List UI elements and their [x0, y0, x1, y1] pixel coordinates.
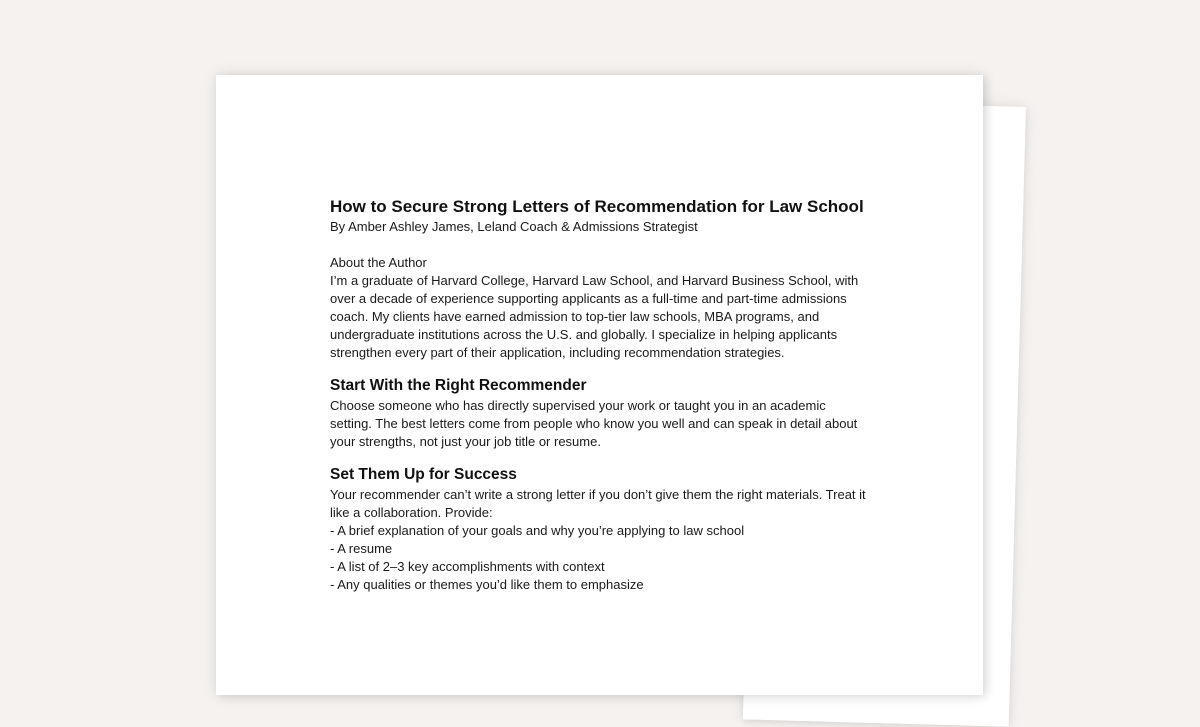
about-author-label: About the Author — [330, 255, 427, 270]
materials-list — [330, 522, 870, 594]
about-author-text: I’m a graduate of Harvard College, Harvard Law School, and Harvard Business School, with over a decade of experience supporting applicants as a full-time and part-time admissions coach. My clients have earned admission to top-tier law schools, MBA programs, and undergraduate institutions across the U.S. and globally. I specialize in helping applicants strengthen every part of their application, including recommendation strategies. — [330, 273, 859, 360]
list-item: - Any qualities or themes you’d like them to emphasize — [330, 577, 644, 592]
list-item: - A resume — [330, 541, 393, 556]
section-text-set-up-success: Your recommender can’t write a strong letter if you don’t give them the right materials. Treat it like a collaboration. Provide: — [330, 487, 866, 520]
document-page — [216, 75, 983, 695]
list-item: - A list of 2–3 key accomplishments with context — [330, 559, 605, 574]
section-heading-set-up-success: Set Them Up for Success — [330, 466, 517, 483]
document-title: How to Secure Strong Letters of Recommendation for Law School — [330, 197, 864, 216]
author-byline: By Amber Ashley James, Leland Coach & Admissions Strategist — [330, 219, 698, 234]
section-text-right-recommender: Choose someone who has directly supervised your work or taught you in an academic setting. The best letters come from people who know you well and can speak in detail about your strengths, not just your job title or resume. — [330, 398, 858, 449]
section-heading-right-recommender: Start With the Right Recommender — [330, 377, 587, 394]
list-item: - A brief explanation of your goals and why you’re applying to law school — [330, 523, 745, 538]
document-content — [330, 195, 870, 594]
